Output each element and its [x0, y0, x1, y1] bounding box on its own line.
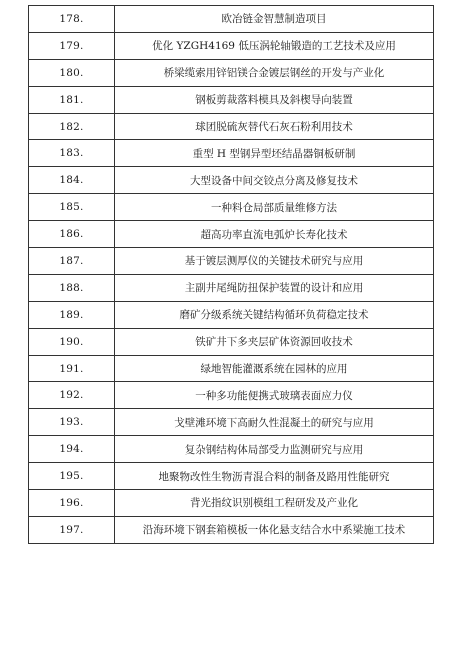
project-title: 球团脱硫灰替代石灰石粉利用技术 — [195, 121, 353, 133]
table-row — [28, 302, 434, 329]
row-number: 184. — [29, 167, 115, 193]
project-title: 磨矿分级系统关键结构循环负荷稳定技术 — [179, 309, 369, 322]
row-number: 191. — [29, 356, 115, 382]
table-row — [28, 167, 434, 194]
project-title: 背光指纹识别模组工程研发及产业化 — [190, 497, 358, 510]
row-number: 182. — [29, 114, 115, 140]
table-row — [28, 194, 434, 221]
project-title: 绿地智能灌溉系统在园林的应用 — [200, 363, 348, 376]
table-row — [28, 140, 434, 167]
row-number: 192. — [29, 382, 115, 408]
project-title: 大型设备中间交铰点分离及修复技术 — [190, 174, 358, 187]
project-title: 复杂钢结构体局部受力监测研究与应用 — [184, 443, 364, 456]
table-row — [28, 33, 434, 60]
project-title: 主副井尾绳防扭保护装置的设计和应用 — [184, 282, 364, 295]
project-title: 地聚物改性生物沥青混合料的制备及路用性能研究 — [158, 470, 390, 483]
project-title: 钢板剪裁落料模具及斜楔导向装置 — [195, 94, 353, 107]
row-number: 183. — [29, 140, 115, 166]
project-title: 沿海环境下钢套箱模板一体化悬支结合水中系梁施工技术 — [142, 524, 406, 537]
table-row — [28, 248, 434, 275]
row-number: 196. — [29, 490, 115, 516]
project-title: 一种多功能便携式玻璃表面应力仪 — [195, 389, 353, 402]
project-title: 桥梁缆索用锌铝镁合金镀层钢丝的开发与产业化 — [163, 67, 385, 80]
table-row — [28, 275, 434, 302]
row-number: 179. — [29, 33, 115, 59]
table-row — [28, 114, 434, 141]
project-title: 重型 H 型钢异型坯结晶器铜板研制 — [192, 147, 356, 160]
table-row — [28, 382, 434, 409]
project-title: 基于镀层测厚仪的关键技术研究与应用 — [184, 255, 364, 268]
row-number: 190. — [29, 329, 115, 355]
row-number: 188. — [29, 275, 115, 301]
row-number: 194. — [29, 436, 115, 462]
table-row — [28, 517, 434, 544]
table-row — [28, 329, 434, 356]
project-title: 戈壁滩环境下高耐久性混凝土的研究与应用 — [174, 416, 374, 429]
table-row — [28, 356, 434, 383]
table-row — [28, 6, 434, 33]
row-number: 178. — [29, 6, 115, 32]
table-row — [28, 60, 434, 87]
project-title: 超高功率直流电弧炉长寿化技术 — [200, 228, 348, 241]
row-number: 195. — [29, 463, 115, 489]
project-table — [28, 5, 434, 544]
row-number: 193. — [29, 409, 115, 435]
table-row — [28, 463, 434, 490]
row-number: 180. — [29, 60, 115, 86]
row-number: 187. — [29, 248, 115, 274]
project-title: 一种料仓局部质量维修方法 — [211, 201, 337, 214]
project-title: 铁矿井下多夹层矿体资源回收技术 — [195, 336, 353, 349]
table-row — [28, 436, 434, 463]
project-title: 欧冶链金智慧制造项目 — [221, 13, 327, 26]
row-number: 197. — [29, 517, 115, 543]
row-number: 189. — [29, 302, 115, 328]
table-row — [28, 87, 434, 114]
table-row — [28, 221, 434, 248]
row-number: 181. — [29, 87, 115, 113]
table-row — [28, 490, 434, 517]
table-row — [28, 409, 434, 436]
project-title: 优化 YZGH4169 低压涡轮轴锻造的工艺技术及应用 — [152, 40, 396, 53]
row-number: 186. — [29, 221, 115, 247]
row-number: 185. — [29, 194, 115, 220]
